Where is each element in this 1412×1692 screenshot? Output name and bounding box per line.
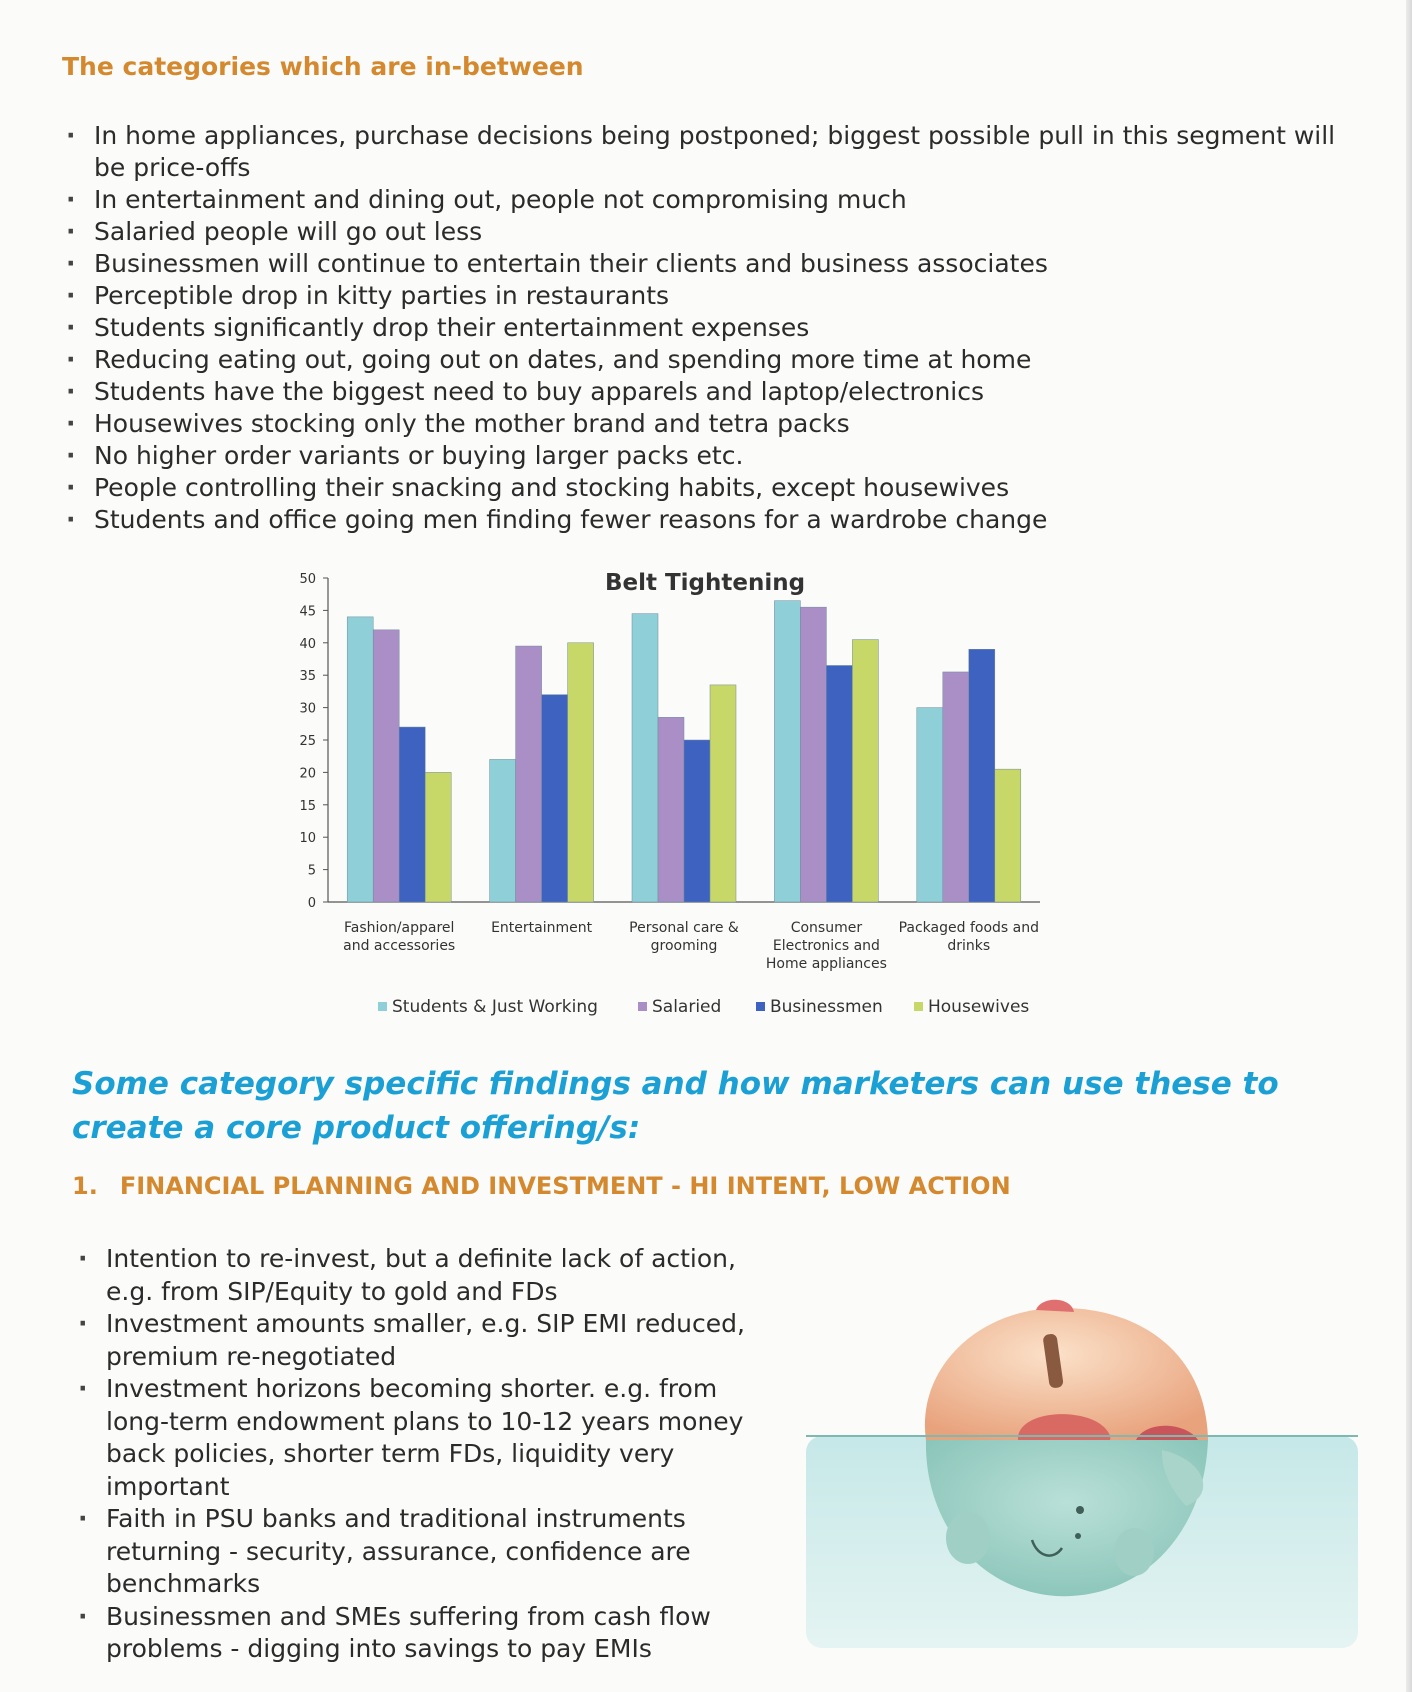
bar: [347, 617, 373, 902]
list-item: · Faith in PSU banks and traditional instruments returning - security, assurance, confidence are benchmarks: [76, 1503, 776, 1601]
list-item: · No higher order variants or buying larger packs etc.: [64, 440, 1354, 472]
finance-heading: [72, 1172, 1011, 1200]
bar: [425, 772, 451, 902]
bar: [969, 649, 995, 902]
bar: [774, 601, 800, 902]
piggy-bank-sinking-icon: [806, 1290, 1358, 1648]
findings-heading: Some category specific findings and how marketers can use these to create a core product offering/s:: [72, 1066, 1279, 1146]
section-heading: The categories which are in-between: [62, 52, 584, 81]
bar: [632, 614, 658, 902]
x-tick-label: Entertainment: [491, 920, 593, 936]
chart-title: Belt Tightening: [604, 570, 806, 596]
legend-swatch: [756, 1002, 765, 1011]
bar: [917, 708, 943, 902]
y-tick-label: 10: [299, 831, 316, 847]
list-item: · In home appliances, purchase decisions being postponed; biggest possible pull in this segment will be price-offs: [64, 120, 1354, 184]
legend-label: Housewives: [928, 997, 1030, 1017]
list-item: · Businessmen will continue to entertain their clients and business associates: [64, 248, 1354, 280]
y-tick-label: 25: [299, 734, 316, 749]
list-item: · Reducing eating out, going out on dates, and spending more time at home: [64, 344, 1354, 376]
x-tick-label: Packaged foods and drinks: [898, 920, 1040, 954]
bar: [800, 607, 826, 902]
y-tick-label: 15: [299, 798, 316, 814]
y-tick-label: 40: [299, 636, 316, 652]
list-item: · Students have the biggest need to buy apparels and laptop/electronics: [64, 376, 1354, 408]
belt-tightening-chart: [270, 560, 1150, 1040]
y-tick-label: 0: [307, 896, 316, 911]
list-item: · Salaried people will go out less: [64, 216, 1354, 248]
y-tick-label: 35: [299, 669, 316, 685]
y-tick-label: 5: [307, 863, 316, 879]
x-tick-label: Fashion/apparel and accessories: [343, 920, 456, 954]
finance-list: [76, 1243, 776, 1666]
bar: [943, 672, 969, 902]
list-item: · People controlling their snacking and stocking habits, except housewives: [64, 472, 1354, 504]
x-tick-label: Consumer Electronics and Home appliances: [765, 920, 887, 972]
y-tick-label: 30: [299, 701, 316, 717]
legend-label: Businessmen: [770, 997, 883, 1017]
list-item: · In entertainment and dining out, people not compromising much: [64, 184, 1354, 216]
bar: [490, 759, 516, 902]
y-tick-label: 50: [299, 572, 316, 587]
list-item: · Intention to re-invest, but a definite lack of action, e.g. from SIP/Equity to gold and FDs: [76, 1243, 776, 1308]
list-item: · Students and office going men finding fewer reasons for a wardrobe change: [64, 504, 1354, 536]
bar: [399, 727, 425, 902]
bar: [684, 740, 710, 902]
page-edge: [1406, 0, 1412, 1692]
bar: [568, 643, 594, 902]
bar: [516, 646, 542, 902]
bar: [826, 665, 852, 902]
x-tick-label: Personal care & grooming: [629, 920, 739, 954]
list-item: · Investment horizons becoming shorter. e.g. from long-term endowment plans to 10-12 years money back policies, shorter term FDs, liquidity very important: [76, 1373, 776, 1503]
legend-label: Students & Just Working: [392, 997, 598, 1017]
list-item: · Housewives stocking only the mother brand and tetra packs: [64, 408, 1354, 440]
y-tick-label: 20: [299, 766, 316, 782]
legend-label: Salaried: [652, 997, 722, 1017]
list-item: · Businessmen and SMEs suffering from cash flow problems - digging into savings to pay EMIs: [76, 1601, 776, 1666]
bar: [710, 685, 736, 902]
legend-swatch: [378, 1002, 387, 1011]
bar: [852, 640, 878, 902]
list-item: · Students significantly drop their entertainment expenses: [64, 312, 1354, 344]
bar: [995, 769, 1021, 902]
bar: [658, 717, 684, 902]
list-item: · Perceptible drop in kitty parties in restaurants: [64, 280, 1354, 312]
y-tick-label: 45: [299, 604, 316, 620]
section-number: 1.: [72, 1172, 98, 1200]
legend-swatch: [914, 1002, 923, 1011]
legend-swatch: [638, 1002, 647, 1011]
bar: [373, 630, 399, 902]
in-between-list: [64, 120, 1354, 536]
section-title: FINANCIAL PLANNING AND INVESTMENT - HI INTENT, LOW ACTION: [119, 1172, 1011, 1200]
list-item: · Investment amounts smaller, e.g. SIP EMI reduced, premium re-negotiated: [76, 1308, 776, 1373]
bar: [542, 695, 568, 902]
